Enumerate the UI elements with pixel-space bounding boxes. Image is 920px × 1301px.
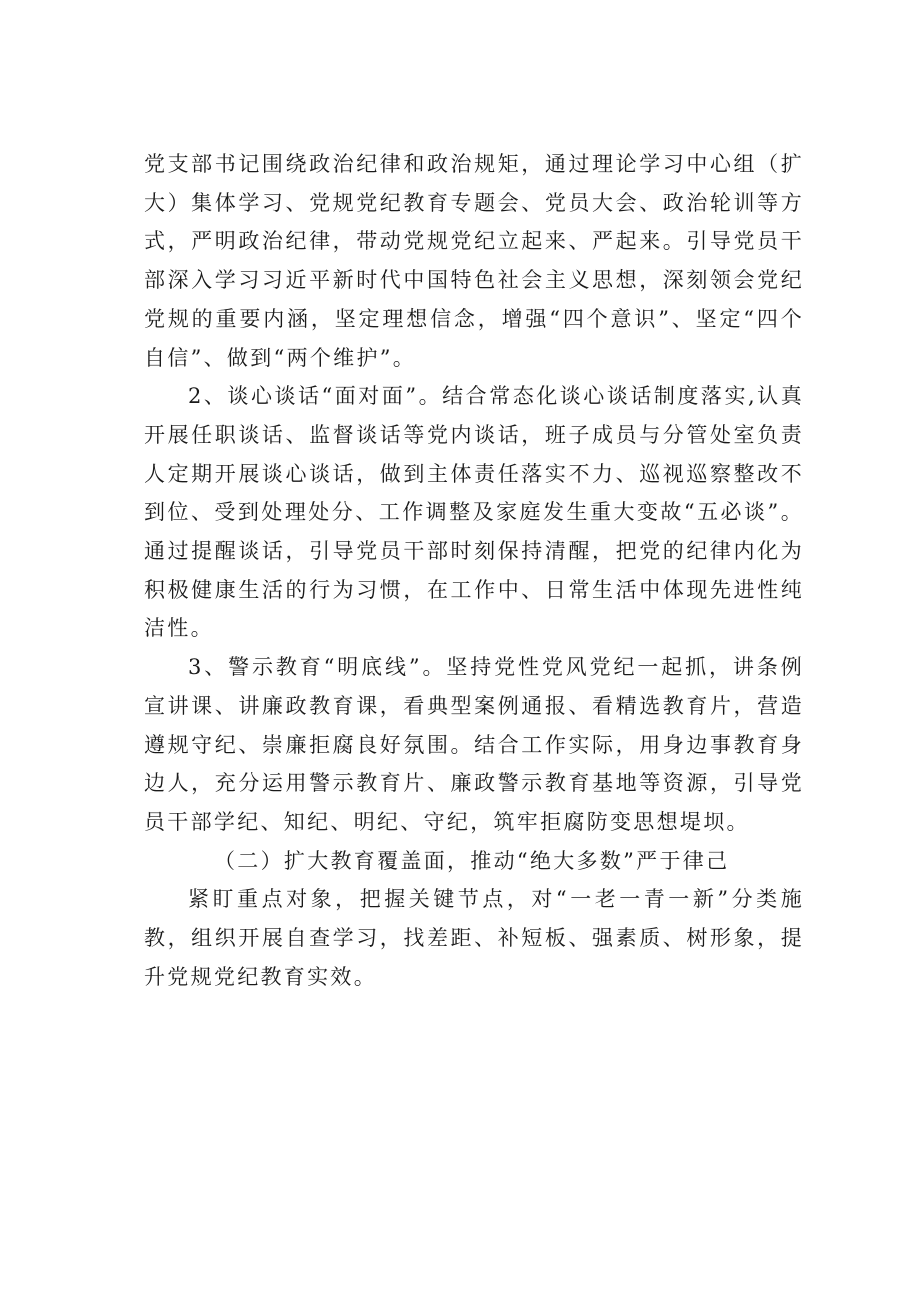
section-heading: （二）扩大教育覆盖面，推动“绝大多数”严于律己 [214,848,730,873]
body-paragraph-1: 党支部书记围绕政治纪律和政治规矩，通过理论学习中心组（扩大）集体学习、党规党纪教育专题会、党员大会、政治轮训等方式，严明政治纪律，带动党规党纪立起来、严起来。引导党员干部深入学习习近平新时代中国特色社会主义思想，深刻领会党纪党规的重要内涵，坚定理想信念，增强“四个意识”、坚定“四个自信”、做到“两个维护”。 [144,152,804,370]
body-paragraph-2: 2、谈心谈话“面对面”。结合常态化谈心谈话制度落实,认真开展任职谈话、监督谈话等党内谈话，班子成员与分管处室负责人定期开展谈心谈话，做到主体责任落实不力、巡视巡察整改不到位、受到处理处分、工作调整及家庭发生重大变故“五必谈”。通过提醒谈话，引导党员干部时刻保持清醒，把党的纪律内化为积极健康生活的行为习惯，在工作中、日常生活中体现先进性纯洁性。 [144,384,804,641]
body-paragraph-3: 3、警示教育“明底线”。坚持党性党风党纪一起抓，讲条例宣讲课、讲廉政教育课，看典型案例通报、看精选教育片，营造遵规守纪、崇廉拒腐良好氛围。结合工作实际，用身边事教育身边人，充分运用警示教育片、廉政警示教育基地等资源，引导党员干部学纪、知纪、明纪、守纪，筑牢拒腐防变思想堤坝。 [144,655,804,834]
body-paragraph-4: 紧盯重点对象，把握关键节点，对“一老一青一新”分类施教，组织开展自查学习，找差距、补短板、强素质、树形象，提升党规党纪教育实效。 [144,887,804,989]
document-page [144,145,804,996]
